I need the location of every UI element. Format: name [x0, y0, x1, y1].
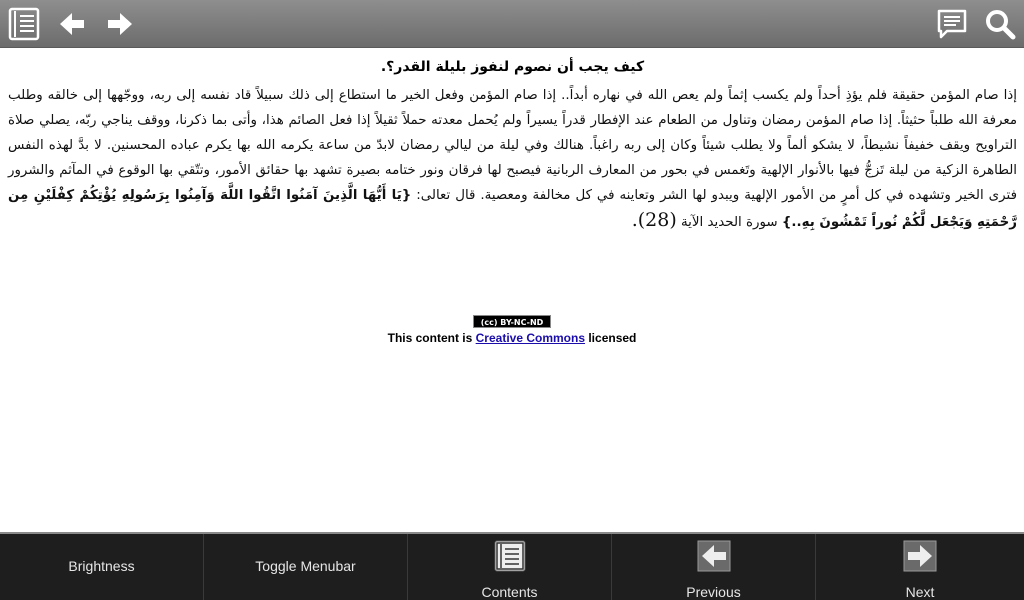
article-content [8, 56, 1017, 526]
contents-book-icon [493, 540, 527, 572]
license-block [0, 310, 1024, 345]
toggle-menubar-button[interactable] [204, 534, 408, 600]
next-label: Next [905, 584, 935, 600]
license-prefix: This content is [387, 331, 476, 345]
license-suffix: licensed [585, 331, 637, 345]
forward-arrow-icon[interactable] [102, 6, 138, 42]
previous-button[interactable] [612, 534, 816, 600]
article-title: كيف يجب أن نصوم لنفوز بليلة القدر؟. [380, 59, 645, 75]
bottom-menubar [0, 532, 1024, 600]
cc-license-badge[interactable]: (cc) BY-NC-ND [473, 315, 551, 328]
back-arrow-icon[interactable] [54, 6, 90, 42]
contents-button[interactable] [408, 534, 612, 600]
brightness-button[interactable] [0, 534, 204, 600]
verse-citation: سورة الحديد الآية [676, 215, 782, 230]
quran-verse: {يَا أَيُّهَا الَّذِينَ آمَنُوا اتَّقُوا اللَّهَ وَآمِنُوا بِرَسُولِهِ يُؤْتِكُمْ كِفْلَيْنِ مِن رَّحْمَتِهِ وَيَجْعَل لَّكُمْ نُوراً تَمْشُونَ بِهِ..} [8, 188, 1017, 230]
toggle-menubar-label: Toggle Menubar [255, 558, 356, 574]
verse-number: (28). [631, 209, 677, 231]
license-text [0, 331, 1024, 345]
creative-commons-link[interactable]: Creative Commons [475, 331, 586, 345]
paragraph-text: إذا صام المؤمن حقيقة فلم يؤذِ أحداً ولم يكسب إثماً ولم يعص الله في نهاره أبداً.. إذا صام المؤمن وفعل الخير ما استطاع إلى ذلك سبيلاً قاد نفسه إلى ربه، ووجّهها إلى خالقه وطلب معرفة الله طلباً حثيثاً. إذا صام المؤمن رمضان وتناول من الطعام عند الإفطار قدراً يسيراً ولم يُحمل معدته حملاً ثقيلاً إذا فعل الصائم هذا، وأتى بما ذكرنا، ووقف يناجي ربّه، يصلي صلاة التراويح ويقف خفيفاً نشيطاً، لا يشكو ألماً ولا يطلب شيئاً وكان إلى ربه راغباً. هنالك وفي ليلة من ليالي رمضان لابدّ من ساعة يكرمه الله بها يكرم عباده المحسنين. لا بدَّ لهذه النفس الطاهرة الزكية من ليلة تَزجُّ فيها بالأنوار الإلهية وتَغمس في بحور من المعارف الربانية فيصبح لها فرقان ونور ختامه بصيرة تشهد بها حقائق الأمور، وتتّقي بها الوقوع في المآثم والشرور فترى الخير وتشهده في كل أمرٍ من الأمور الإلهية ويبدو لها الشر وتعاينه في كل مخالفة ومعصية. قال تعالى: [8, 88, 1017, 203]
search-icon[interactable] [982, 6, 1018, 42]
brightness-label: Brightness [68, 558, 135, 574]
next-button[interactable] [816, 534, 1024, 600]
previous-label: Previous [686, 584, 741, 600]
previous-arrow-icon [697, 540, 731, 572]
top-toolbar [0, 0, 1024, 48]
contents-icon[interactable] [6, 6, 42, 42]
contents-label: Contents [481, 584, 538, 600]
article-paragraph [8, 83, 1017, 235]
comment-icon[interactable] [934, 6, 970, 42]
next-arrow-icon [903, 540, 937, 572]
